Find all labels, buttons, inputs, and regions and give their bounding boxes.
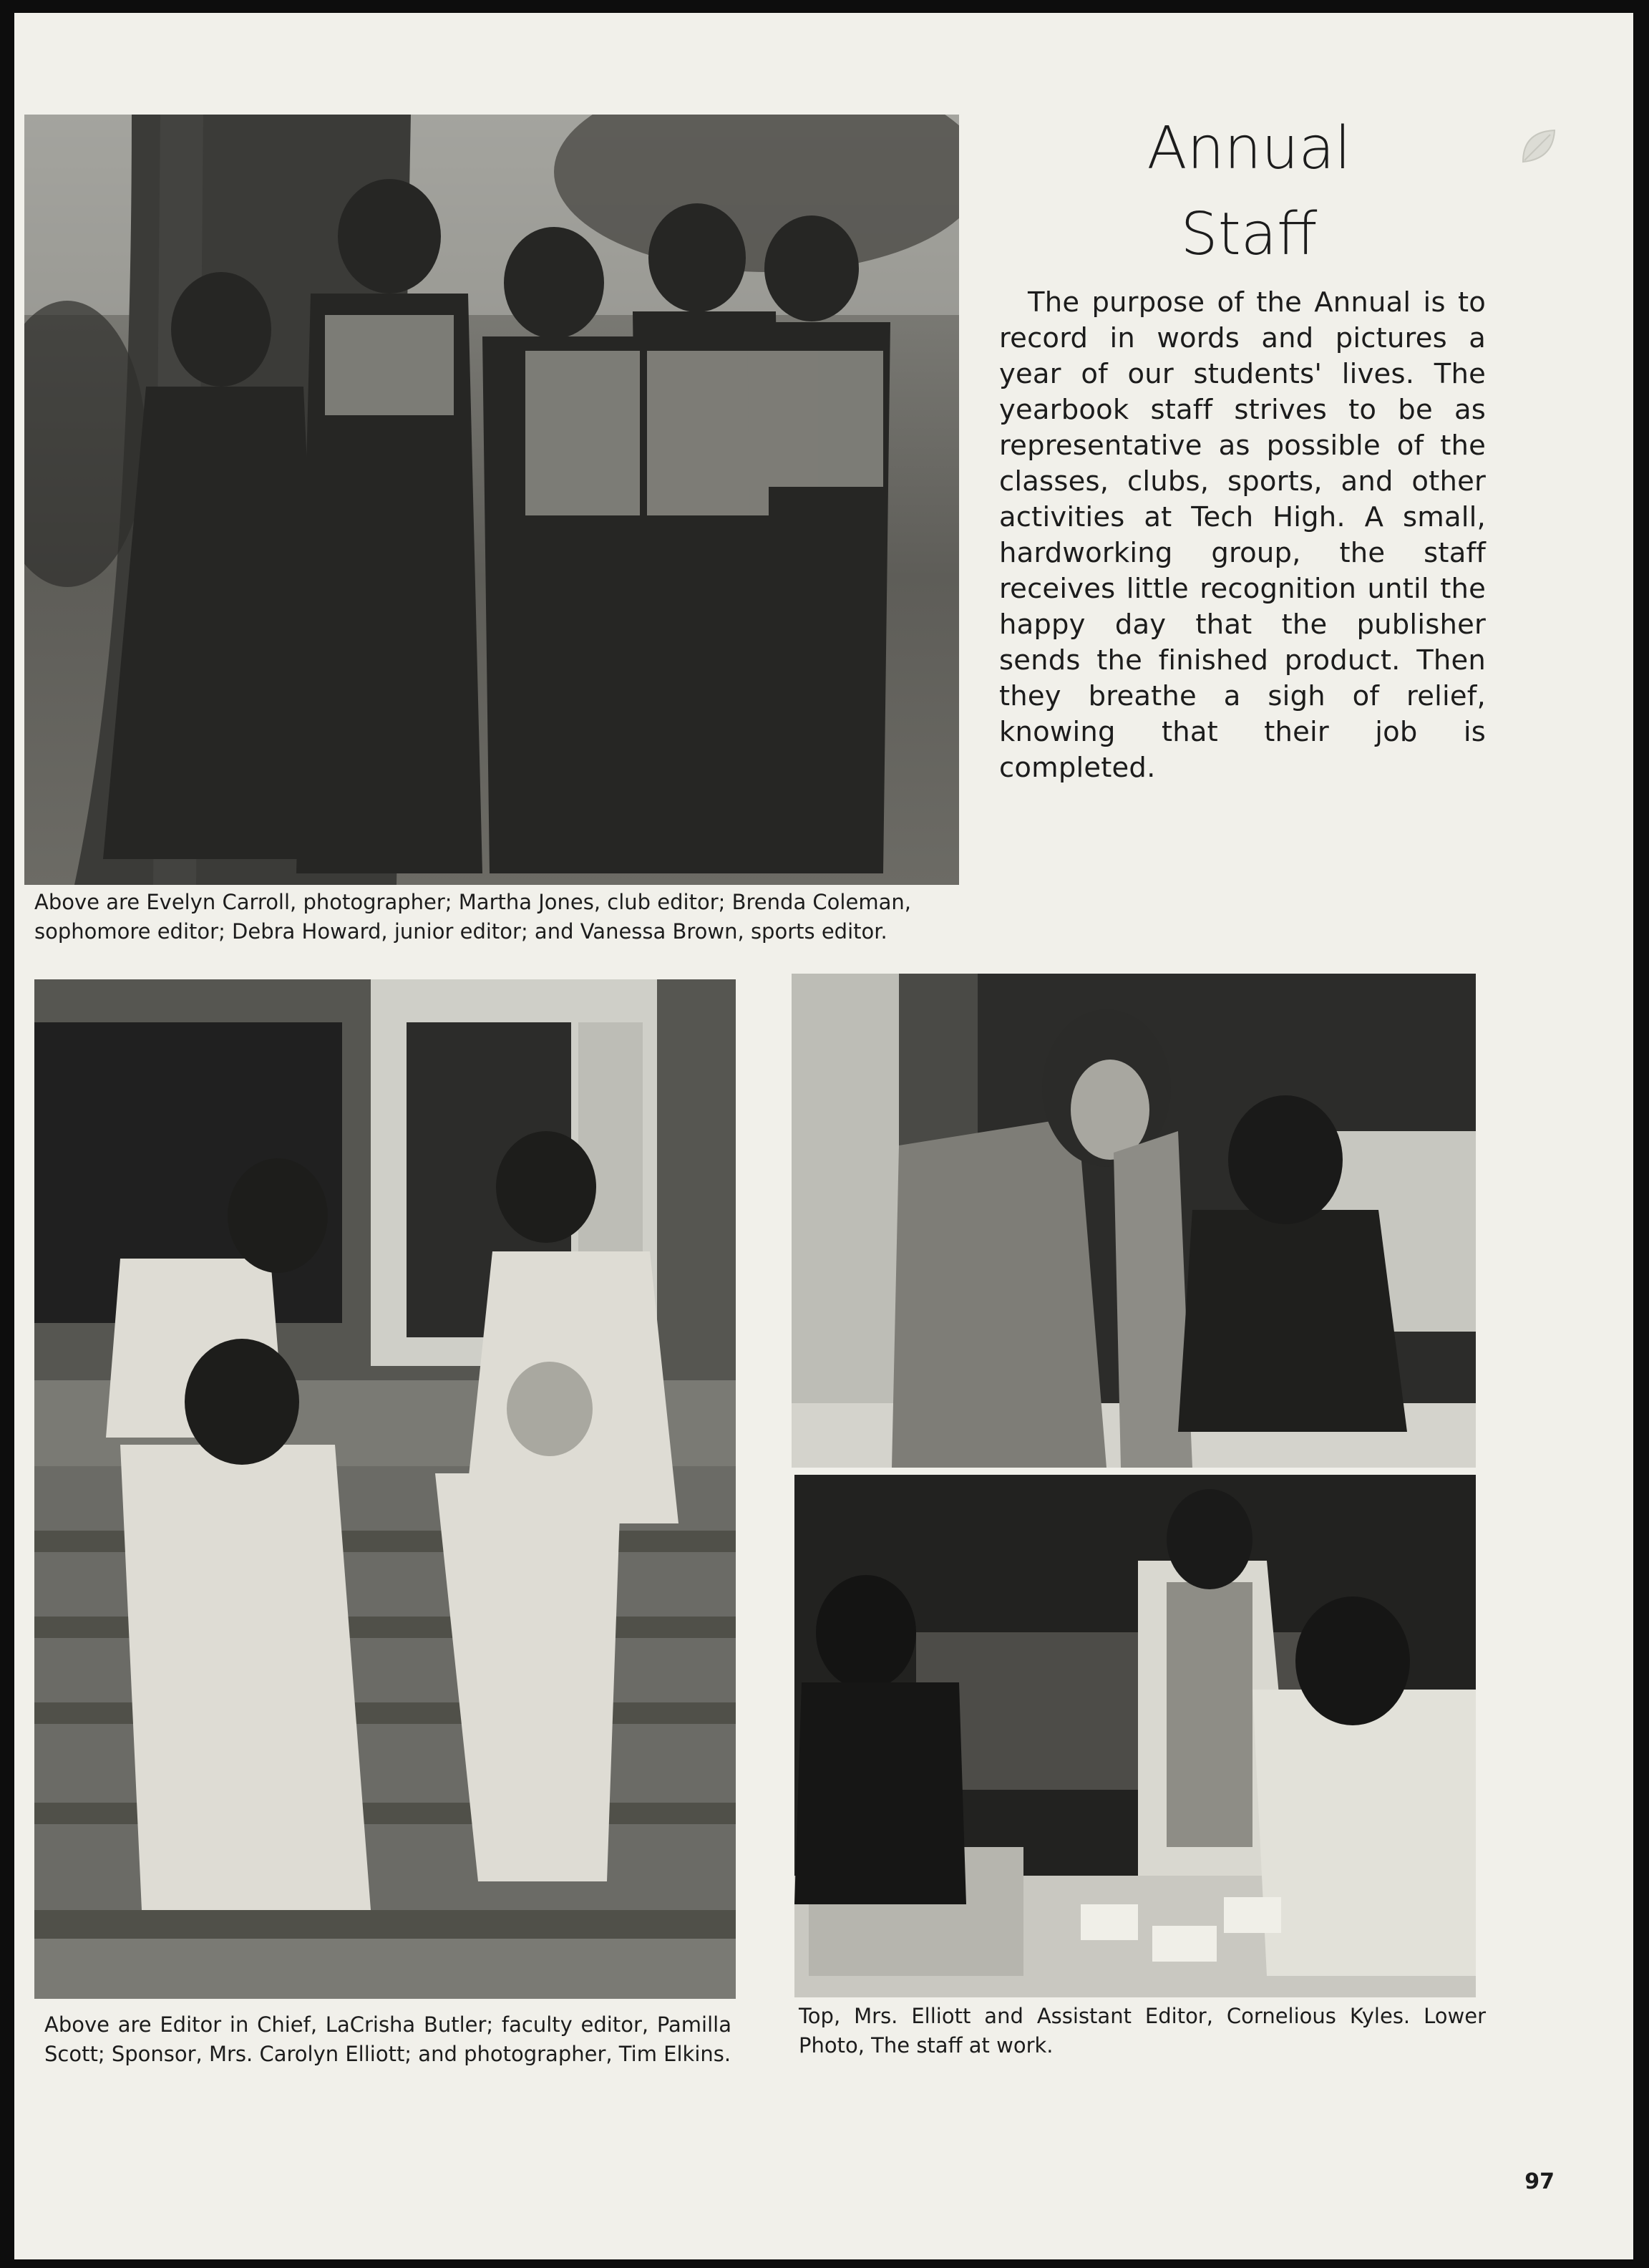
top-photo-caption: Above are Evelyn Carroll, photographer; Martha Jones, club editor; Brenda Coleman, sophomore editor; Debra Howard, junior editor; and Vanessa Brown, sports editor.: [34, 890, 911, 944]
page-title-line-1: Annual: [1147, 115, 1351, 183]
yearbook-page: [14, 13, 1633, 2259]
leaf-icon: [1519, 126, 1559, 166]
group-photo-five-editors: [24, 115, 959, 885]
page-title-line-2: Staff: [1180, 200, 1318, 268]
annual-purpose-paragraph: The purpose of the Annual is to record in words and pictures a year of our students' lives. The yearbook staff strives to be as representative as possible of the classes, clubs, sports, and other activities at Tech High. A small, hardworking group, the staff receives little recognition until the happy day that the publisher sends the finished product. Then they breathe a sigh of relief, knowing that their job is completed.: [999, 286, 1486, 784]
sponsor-and-assistant-editor-photo: [792, 974, 1476, 1468]
staff-at-work-photo: [794, 1475, 1476, 1997]
bottom-left-photo-caption: Above are Editor in Chief, LaCrisha Butler; faculty editor, Pamilla Scott; Sponsor, Mrs. Carolyn Elliott; and photographer, Tim Elkins.: [44, 2012, 731, 2066]
bottom-right-photos-caption: Top, Mrs. Elliott and Assistant Editor, Cornelious Kyles. Lower Photo, The staff at work.: [799, 2004, 1486, 2058]
page-number: 97: [1524, 2169, 1555, 2194]
editors-on-steps-photo: [34, 979, 736, 1999]
